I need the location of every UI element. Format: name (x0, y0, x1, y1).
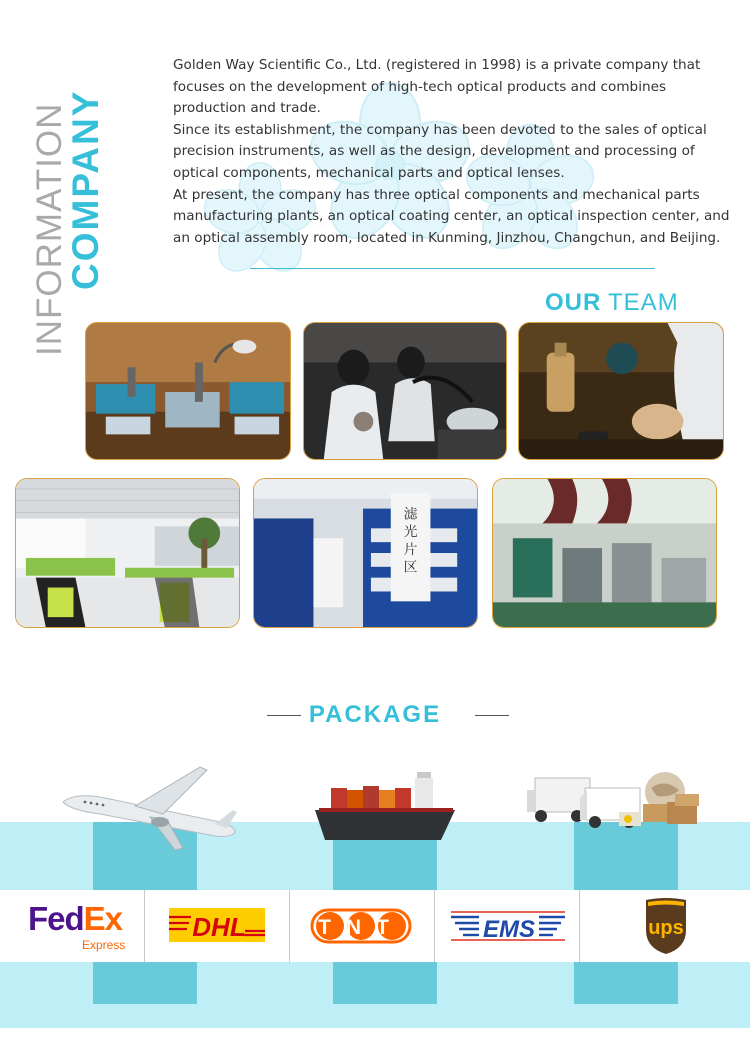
package-heading: PACKAGE (308, 701, 442, 728)
band-square-bottom-2 (333, 962, 437, 1004)
photo-office-workspace (15, 478, 240, 628)
ems-logo (435, 890, 580, 962)
dhl-logo (145, 890, 290, 962)
airplane-icon (55, 762, 245, 852)
our-team-heading (545, 288, 679, 318)
ups-logo-graphic (580, 890, 750, 962)
warehouse-sign-text: 滤光片区 (403, 506, 418, 576)
ups-logo (580, 890, 750, 962)
band-square-top-3 (574, 822, 678, 890)
photo-lab-inspection-stations (85, 322, 291, 460)
fedex-logo (0, 890, 145, 962)
tnt-logo-graphic (290, 890, 435, 962)
intro-paragraph-2: Since its establishment, the company has been devoted to the sales of optical precision instruments, as well as the design, development and processing of optical components, mechanical parts and optical lenses. (173, 121, 707, 181)
photo-lens-polishing-closeup (518, 322, 724, 460)
tnt-logo (290, 890, 435, 962)
title-information: INFORMATION (30, 102, 69, 356)
intro-underline (250, 268, 655, 269)
delivery-trucks-icon (525, 768, 710, 830)
fedex-word-ex: Ex (83, 900, 123, 937)
ems-logo-graphic (435, 890, 580, 962)
intro-paragraph-3: At present, the company has three optical components and mechanical parts manufacturing plants, an optical coating center, an optical inspection center, and an optical assembly room, located in Kunming, Jinzhou, Changchun, and Beijing. (173, 186, 730, 246)
fedex-express-label: Express (82, 938, 126, 952)
carrier-logos-row (0, 890, 750, 962)
ems-logo-text: EMS (482, 916, 536, 943)
company-description (173, 55, 738, 249)
package-dash-right (475, 715, 509, 716)
fedex-word-fed: Fed (28, 900, 84, 937)
tnt-logo-text: TNT (318, 916, 404, 939)
intro-paragraph-1: Golden Way Scientific Co., Ltd. (registered in 1998) is a private company that focuses on the development of high-tech optical products and combines production and trade. (173, 57, 701, 117)
our-team-heading-bold: OUR (545, 289, 602, 316)
title-company: COMPANY (65, 89, 106, 290)
company-information-title (30, 36, 110, 356)
band-square-bottom-3 (574, 962, 678, 1004)
dhl-logo-graphic (145, 890, 290, 962)
dhl-logo-text: DHL (192, 912, 246, 942)
cargo-ship-icon (313, 768, 458, 843)
photo-technicians-at-microscopes (303, 322, 507, 460)
fedex-wordmark (28, 902, 122, 936)
photo-warehouse-storage (253, 478, 478, 628)
photo-machining-workshop (492, 478, 717, 628)
our-team-heading-light: TEAM (608, 289, 679, 316)
ups-logo-text: ups (648, 917, 684, 939)
band-square-bottom-1 (93, 962, 197, 1004)
